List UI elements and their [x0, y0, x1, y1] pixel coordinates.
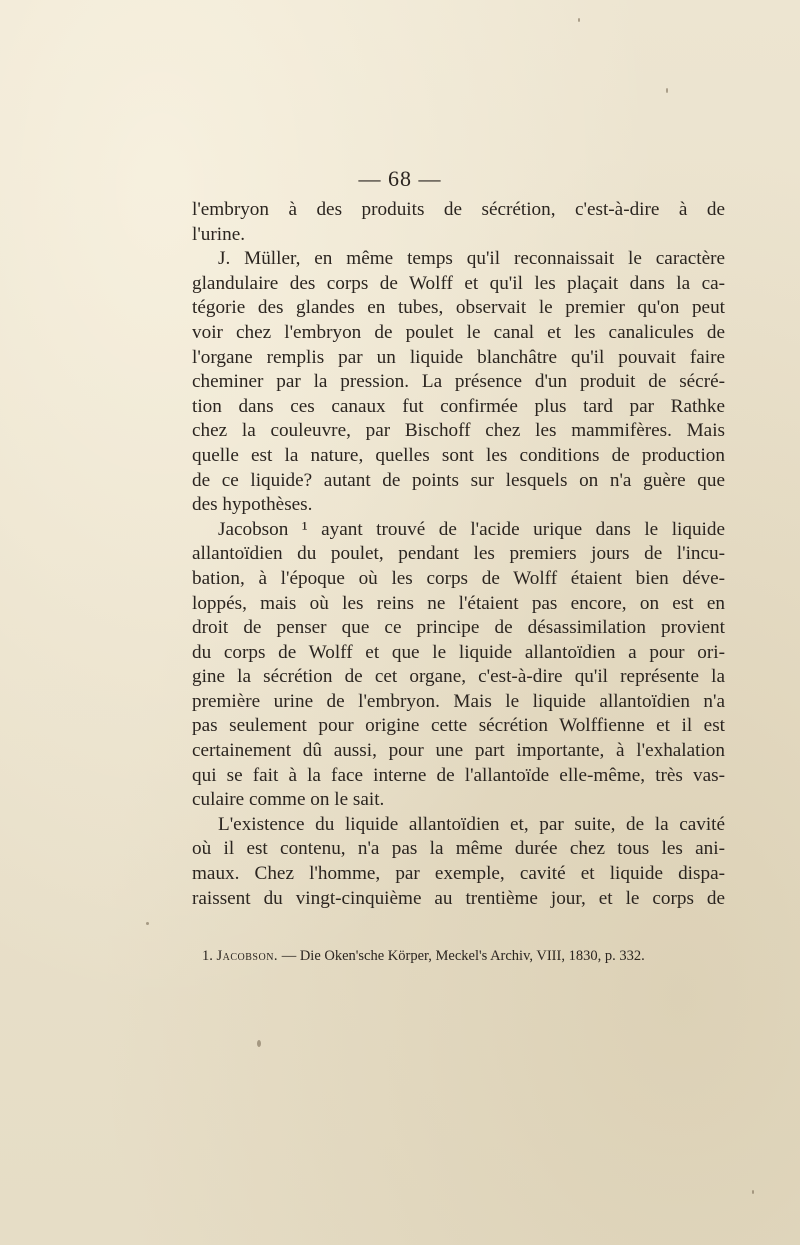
- text-line: allantoïdien du poulet, pendant les premiers jours de l'incu-: [192, 543, 725, 565]
- text-line: loppés, mais où les reins ne l'étaient pas encore, on est en: [192, 592, 725, 614]
- text-line: L'existence du liquide allantoïdien et, par suite, de la cavité: [218, 813, 725, 835]
- page-number: — 68 —: [358, 166, 442, 191]
- text-line: chez la couleuvre, par Bischoff chez les mammifères. Mais: [192, 420, 725, 442]
- paper-speck: [257, 1040, 261, 1047]
- paper-speck: [578, 18, 580, 22]
- paper-speck: [666, 88, 668, 93]
- text-line: l'organe remplis par un liquide blanchâtre qu'il pouvait faire: [192, 346, 725, 368]
- text-line: quelle est la nature, quelles sont les conditions de production: [192, 444, 725, 466]
- text-line: J. Müller, en même temps qu'il reconnaissait le caractère: [218, 248, 725, 270]
- text-line: où il est contenu, n'a pas la même durée chez tous les ani-: [192, 838, 725, 860]
- text-line: Jacobson ¹ ayant trouvé de l'acide urique dans le liquide: [218, 518, 725, 540]
- text-line: bation, à l'époque où les corps de Wolff étaient bien déve-: [192, 567, 725, 589]
- paper-speck: [752, 1190, 754, 1194]
- text-line: du corps de Wolff et que le liquide allantoïdien a pour ori-: [192, 641, 725, 663]
- text-line: glandulaire des corps de Wolff et qu'il les plaçait dans la ca-: [192, 272, 725, 294]
- text-line: l'embryon à des produits de sécrétion, c'est-à-dire à de: [192, 199, 725, 220]
- text-line: de ce liquide? autant de points sur lesquels on n'a guère que: [192, 469, 725, 491]
- text-line: première urine de l'embryon. Mais le liquide allantoïdien n'a: [192, 690, 725, 712]
- text-line: certainement dû aussi, pour une part importante, à l'exhalation: [192, 740, 725, 762]
- text-line: l'urine.: [192, 223, 246, 245]
- paper-speck: [146, 922, 149, 925]
- footnote: [202, 948, 732, 965]
- text-line: tégorie des glandes en tubes, observait le premier qu'on peut: [192, 297, 725, 319]
- text-line: voir chez l'embryon de poulet le canal et les canalicules de: [192, 321, 725, 343]
- footnote-text: — Die Oken'sche Körper, Meckel's Archiv, VIII, 1830, p. 332.: [281, 948, 645, 964]
- footnote-marker: 1.: [202, 948, 213, 964]
- text-line: droit de penser que ce principe de désassimilation provient: [192, 617, 725, 639]
- text-line: qui se fait à la face interne de l'allantoïde elle-même, très vas-: [192, 764, 725, 786]
- text-line: des hypothèses.: [192, 494, 313, 516]
- text-line: maux. Chez l'homme, par exemple, cavité et liquide dispa-: [192, 863, 725, 885]
- text-line: raissent du vingt-cinquième au trentième jour, et le corps de: [192, 887, 725, 909]
- text-line: tion dans ces canaux fut confirmée plus tard par Rathke: [192, 395, 725, 417]
- text-line: gine la sécrétion de cet organe, c'est-à-dire qu'il représente la: [192, 666, 725, 688]
- text-line: pas seulement pour origine cette sécrétion Wolffienne et il est: [192, 715, 725, 737]
- text-line: cheminer par la pression. La présence d'un produit de sécré-: [192, 371, 725, 393]
- footnote-author: Jacobson.: [216, 948, 279, 964]
- body-text: [192, 198, 725, 911]
- text-line: culaire comme on le sait.: [192, 789, 385, 811]
